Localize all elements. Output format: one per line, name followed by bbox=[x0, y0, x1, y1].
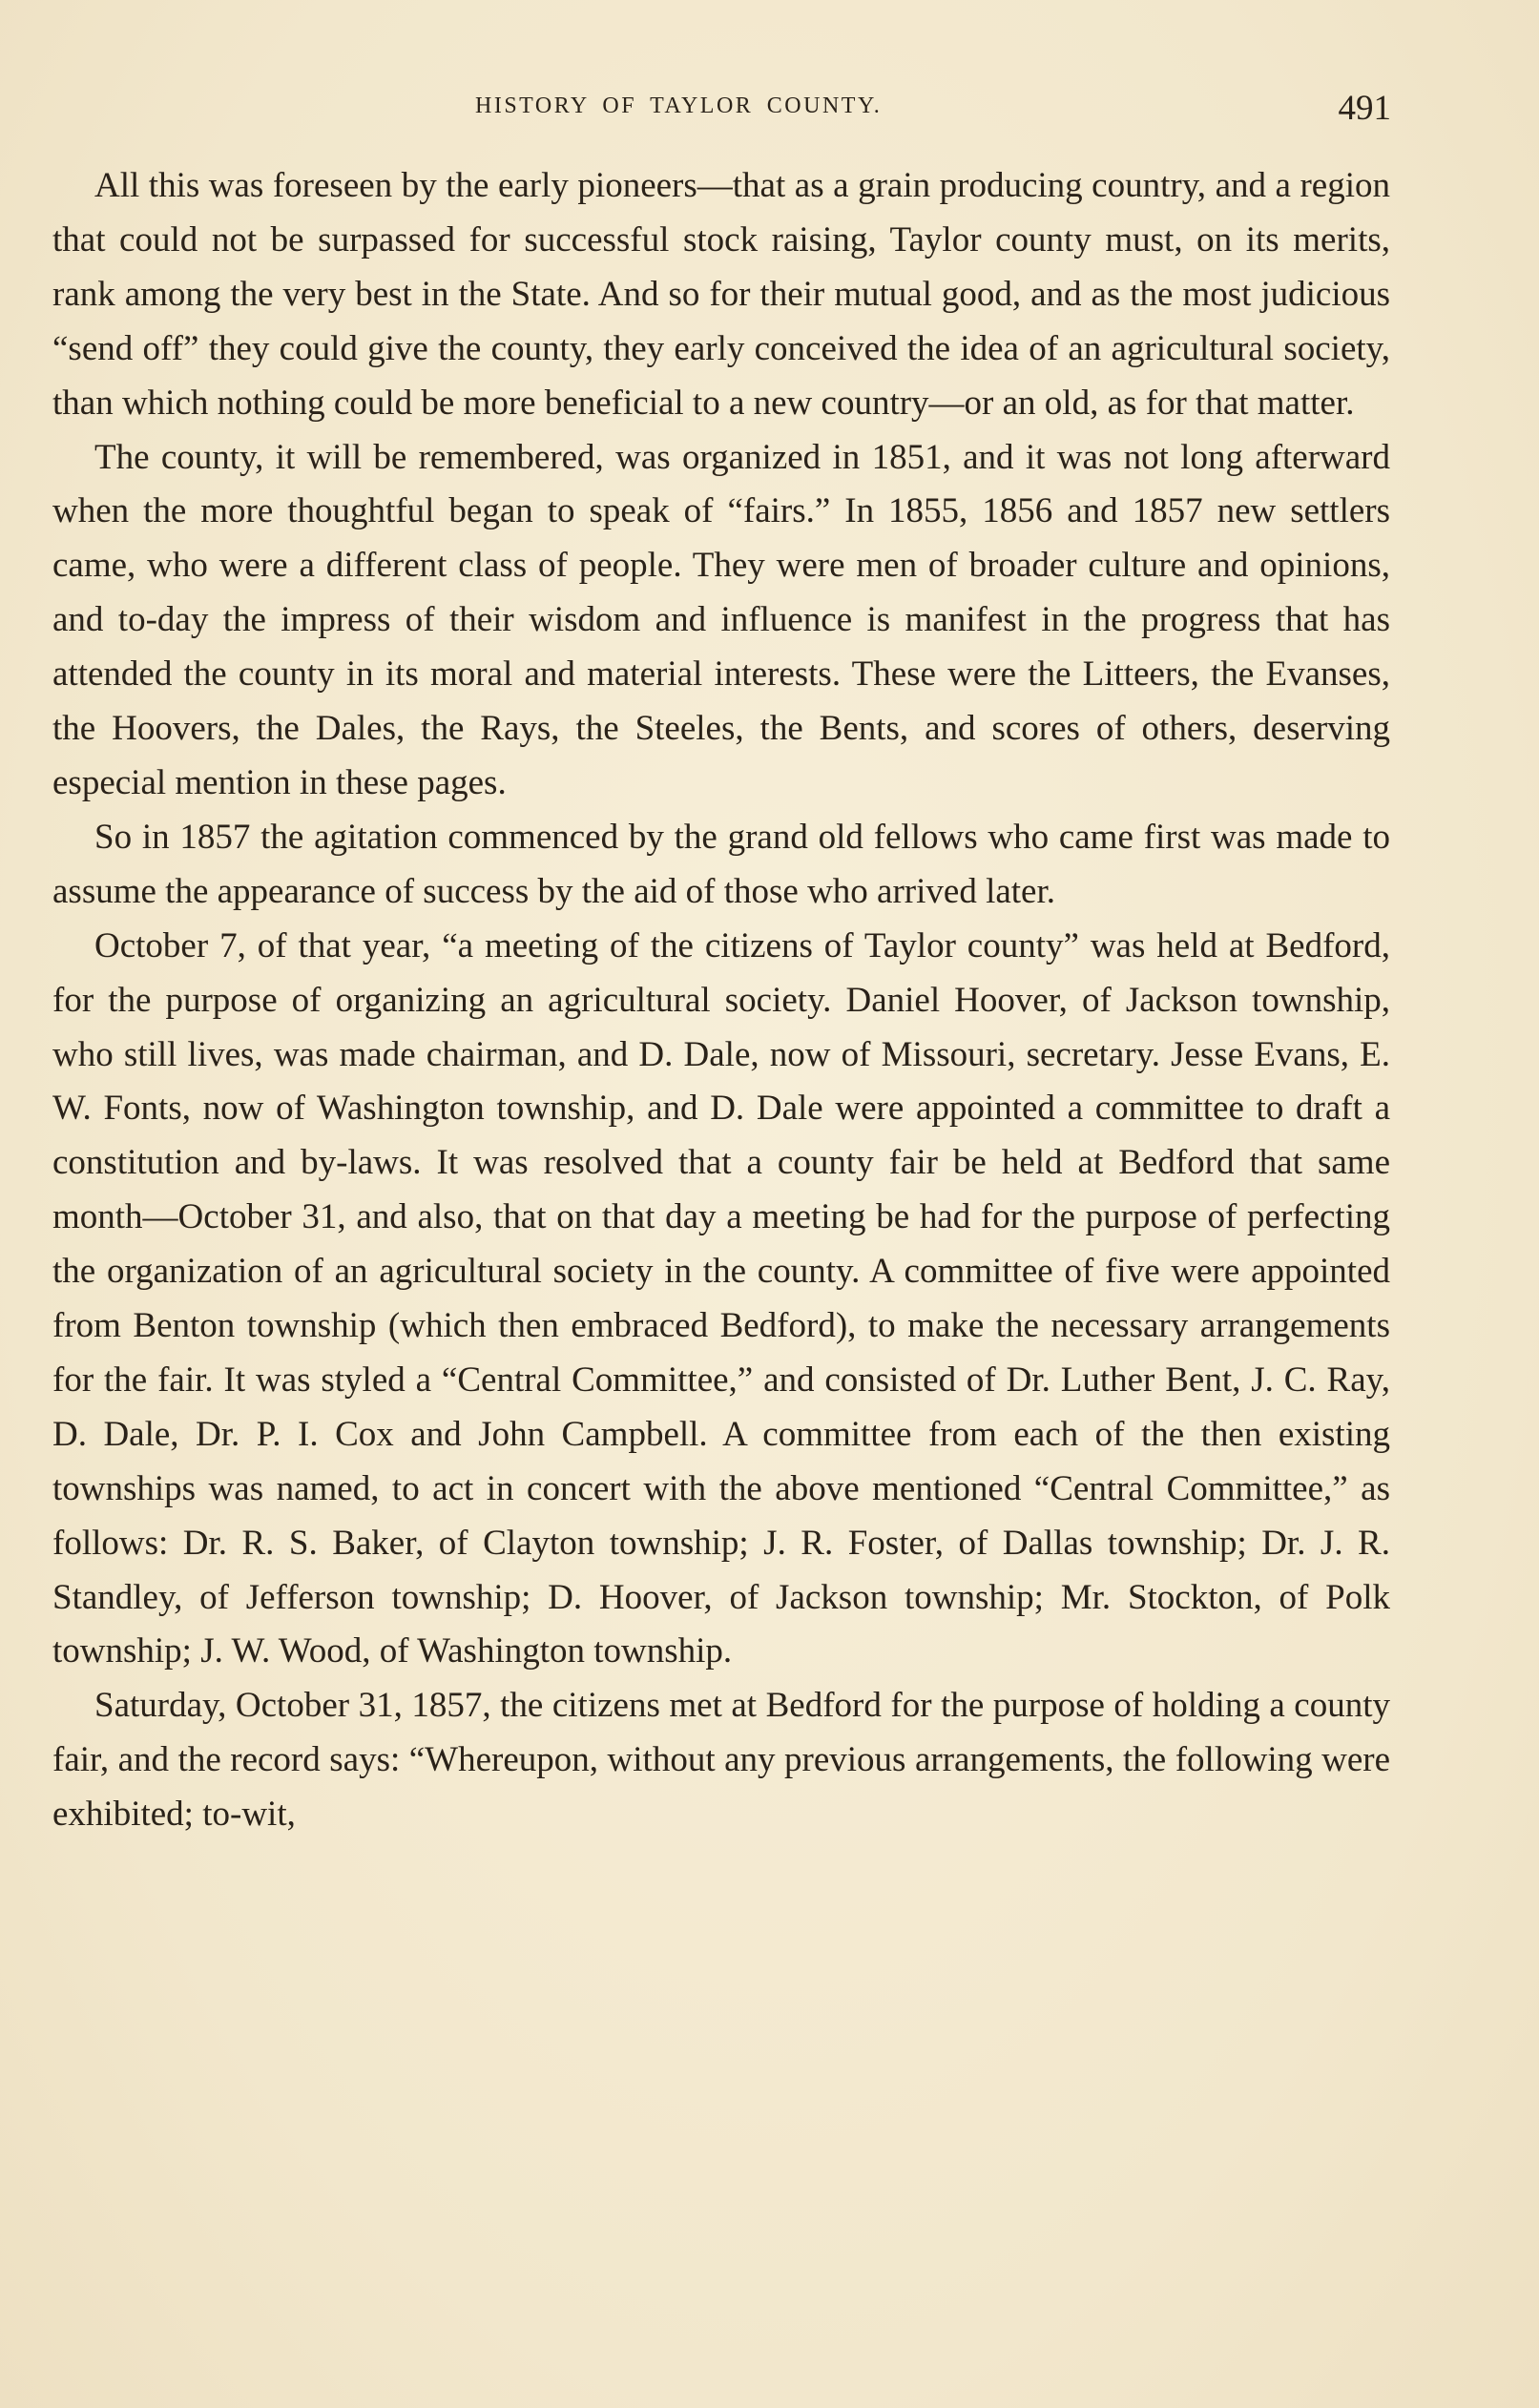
body-text bbox=[52, 159, 1390, 1842]
paragraph-agitation: So in 1857 the agitation commenced by the grand old fellows who came first was made to assume the appearance of success by the aid of those who arrived later. bbox=[52, 817, 1390, 911]
page-number: 491 bbox=[1338, 89, 1391, 128]
paragraph-meeting: October 7, of that year, “a meeting of the citizens of Taylor county” was held at Bedford, for the purpose of organizing an agricultural society. Daniel Hoover, of Jackson township, who still lives, was made chairman, and D. Dale, now of Missouri, secretary. Jesse Evans, E. W. Fonts, now of Washington township, and D. Dale were appointed a committee to draft a constitution and by-laws. It was resolved that a county fair be held at Bedford that same month—October 31, and also, that on that day a meeting be had for the purpose of perfecting the organization of an agricultural society in the county. A committee of five were appointed from Benton township (which then embraced Bedford), to make the necessary arrangements for the fair. It was styled a “Central Committee,” and consisted of Dr. Luther Bent, J. C. Ray, D. Dale, Dr. P. I. Cox and John Campbell. A committee from each of the then existing townships was named, to act in concert with the above mentioned “Central Committee,” as follows: Dr. R. S. Baker, of Clayton township; J. R. Foster, of Dallas township; Dr. J. R. Standley, of Jefferson township; D. Hoover, of Jackson township; Mr. Stockton, of Polk township; J. W. Wood, of Washington township. bbox=[52, 925, 1390, 1671]
paragraph-settlers: The county, it will be remembered, was organized in 1851, and it was not long afterward when the more thoughtful began to speak of “fairs.” In 1855, 1856 and 1857 new settlers came, who were a different class of people. They were men of broader culture and opinions, and to-day the impress of their wisdom and influence is manifest in the progress that has attended the county in its moral and material interests. These were the Litteers, the Evanses, the Hoovers, the Dales, the Rays, the Steeles, the Bents, and scores of others, deserving especial mention in these pages. bbox=[52, 437, 1390, 802]
running-title: HISTORY OF TAYLOR COUNTY. bbox=[475, 93, 883, 118]
running-header bbox=[55, 88, 1391, 130]
paragraph-pioneers: All this was foreseen by the early pioneers—that as a grain producing country, and a region that could not be surpassed for successful stock raising, Taylor county must, on its merits, rank among the very best in the State. And so for their mutual good, and as the most judicious “send off” they could give the county, they early conceived the idea of an agricultural society, than which nothing could be more beneficial to a new country—or an old, as for that matter. bbox=[52, 166, 1390, 423]
paragraph-fair-day: Saturday, October 31, 1857, the citizens met at Bedford for the purpose of holding a county fair, and the record says: “Whereupon, without any previous arrangements, the following were exhibited; to-wit, bbox=[52, 1686, 1390, 1835]
